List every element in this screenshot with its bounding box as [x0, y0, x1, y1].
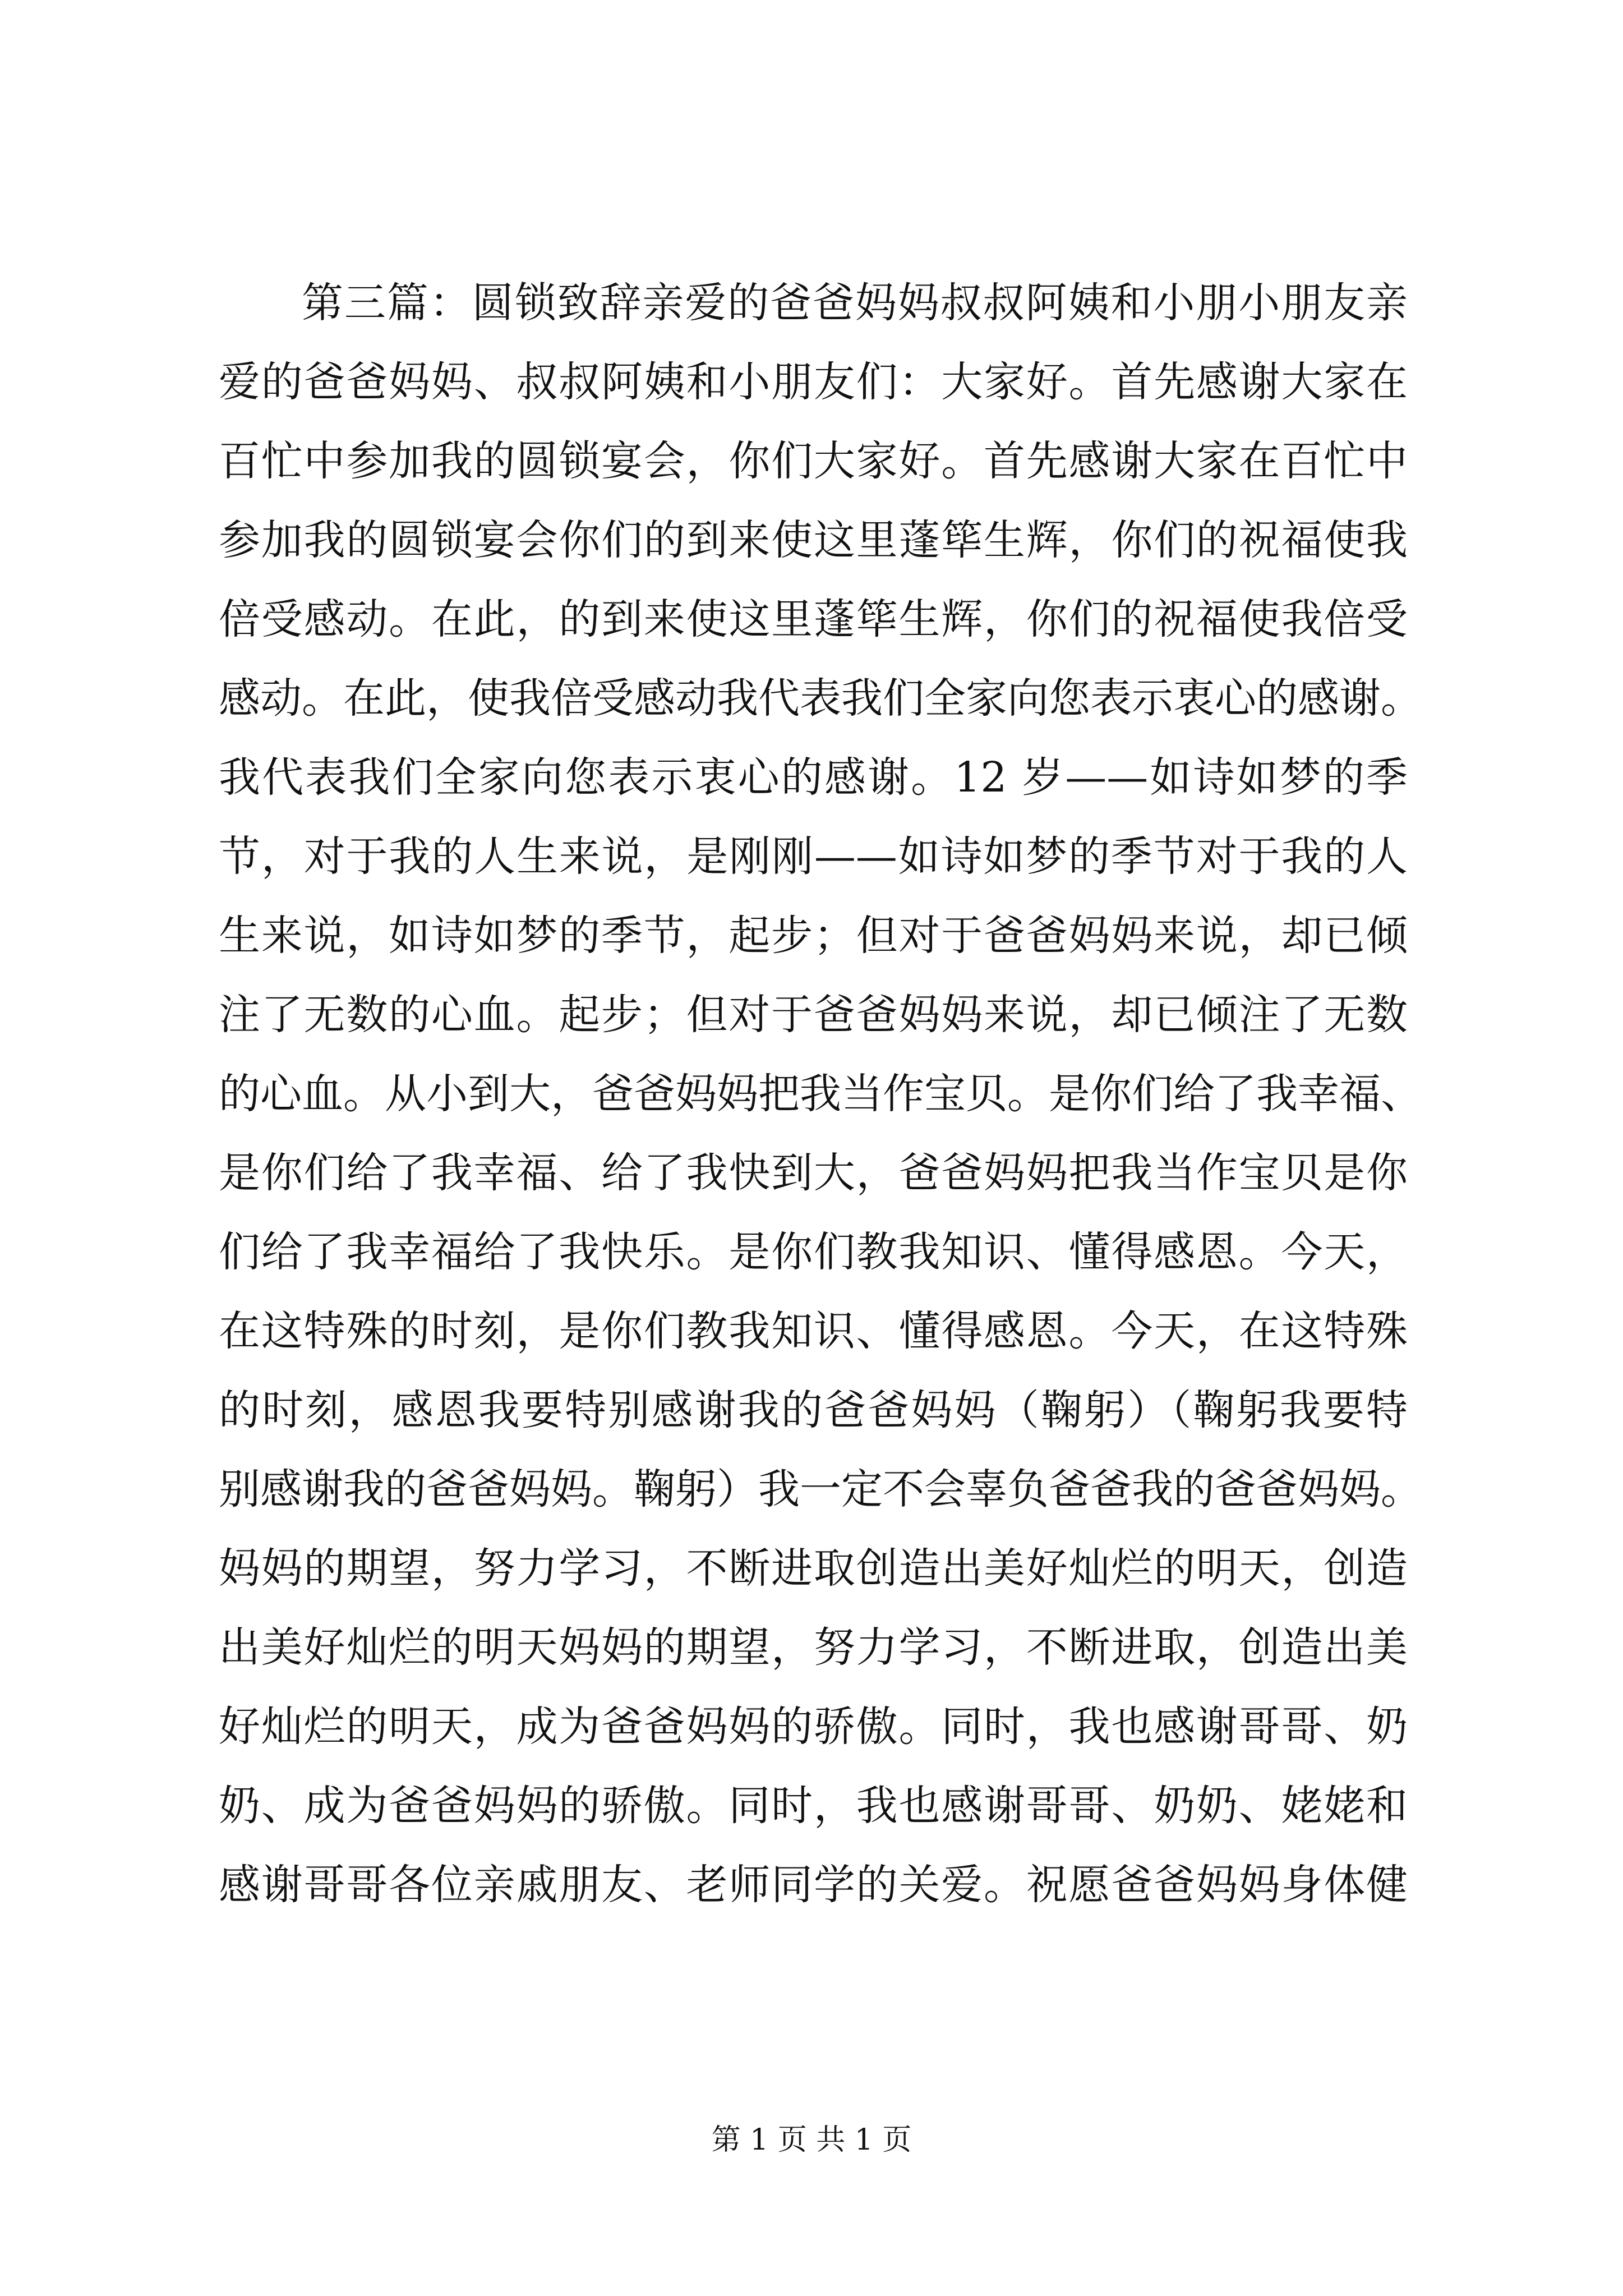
- text-line: 们给了我幸福给了我快乐。是你们教我知识、懂得感恩。今天，: [219, 1228, 1408, 1276]
- text-line: 注了无数的心血。起步；但对于爸爸妈妈来说，却已倾注了无数: [219, 991, 1408, 1039]
- text-line: 爱的爸爸妈妈、叔叔阿姨和小朋友们：大家好。首先感谢大家在: [219, 358, 1408, 406]
- text-line: 的时刻，感恩我要特别感谢我的爸爸妈妈（鞠躬）（鞠躬我要特: [219, 1386, 1408, 1434]
- text-line: 的心血。从小到大，爸爸妈妈把我当作宝贝。是你们给了我幸福、: [219, 1070, 1422, 1118]
- page-footer: [0, 2120, 1623, 2160]
- page-number: 第 1 页 共 1 页: [711, 2123, 912, 2157]
- text-line: 奶、成为爸爸妈妈的骄傲。同时，我也感谢哥哥、奶奶、姥姥和: [219, 1782, 1408, 1830]
- text-line: 妈妈的期望，努力学习，不断进取创造出美好灿烂的明天，创造: [219, 1544, 1408, 1593]
- text-line: 节，对于我的人生来说，是刚刚——如诗如梦的季节对于我的人: [219, 832, 1408, 881]
- text-line: 感动。在此，使我倍受感动我代表我们全家向您表示衷心的感谢。: [219, 674, 1422, 723]
- text-line: 好灿烂的明天，成为爸爸妈妈的骄傲。同时，我也感谢哥哥、奶: [219, 1703, 1408, 1751]
- text-line: 在这特殊的时刻，是你们教我知识、懂得感恩。今天，在这特殊: [219, 1307, 1408, 1355]
- body-text: [219, 264, 1422, 1925]
- text-line: 是你们给了我幸福、给了我快到大，爸爸妈妈把我当作宝贝是你: [219, 1149, 1408, 1197]
- text-line: 别感谢我的爸爸妈妈。鞠躬）我一定不会辜负爸爸我的爸爸妈妈。: [219, 1465, 1422, 1513]
- text-line: 感谢哥哥各位亲戚朋友、老师同学的关爱。祝愿爸爸妈妈身体健: [219, 1861, 1408, 1909]
- text-line: 我代表我们全家向您表示衷心的感谢。12 岁——如诗如梦的季: [219, 753, 1408, 802]
- text-line: 百忙中参加我的圆锁宴会，你们大家好。首先感谢大家在百忙中: [219, 437, 1408, 485]
- text-line: 参加我的圆锁宴会你们的到来使这里蓬筚生辉，你们的祝福使我: [219, 516, 1408, 564]
- text-line: 出美好灿烂的明天妈妈的期望，努力学习，不断进取，创造出美: [219, 1623, 1408, 1672]
- text-line: 第三篇：圆锁致辞亲爱的爸爸妈妈叔叔阿姨和小朋小朋友亲: [302, 279, 1408, 327]
- text-line: 生来说，如诗如梦的季节，起步；但对于爸爸妈妈来说，却已倾: [219, 912, 1408, 960]
- text-line: 倍受感动。在此，的到来使这里蓬筚生辉，你们的祝福使我倍受: [219, 595, 1408, 643]
